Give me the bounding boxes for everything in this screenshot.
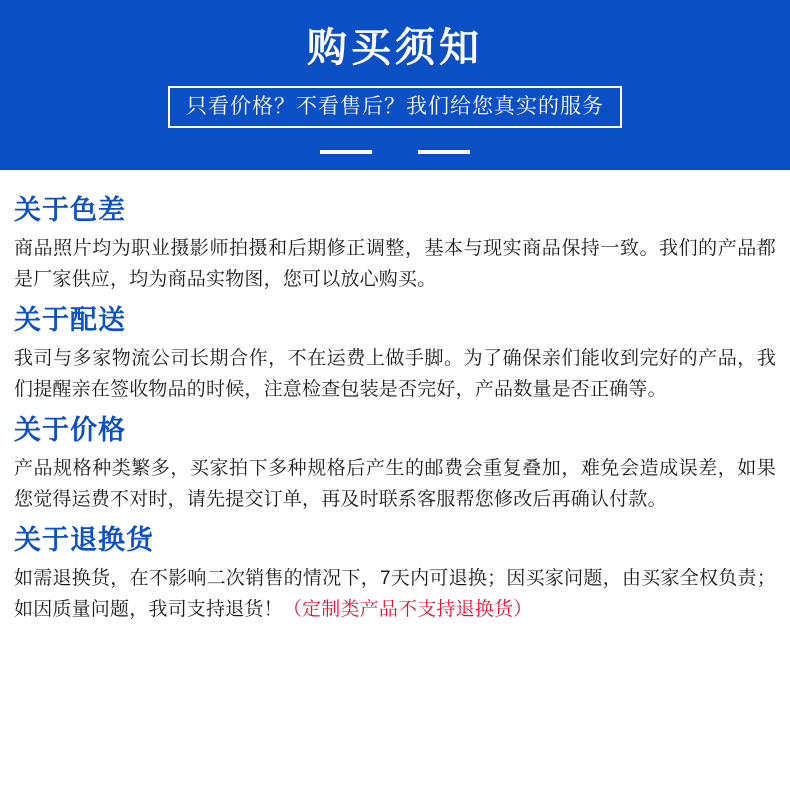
notice-content <box>0 170 790 626</box>
section-body: 产品规格种类繁多，买家拍下多种规格后产生的邮费会重复叠加，难免会造成误差，如果您觉得运费不对时，请先提交订单，再及时联系客服帮您修改后再确认付款。 <box>14 458 776 510</box>
section-title: 关于色差 <box>14 195 126 225</box>
banner-subtitle: 只看价格？不看售后？我们给您真实的服务 <box>168 86 622 128</box>
section-price <box>14 414 776 516</box>
banner-divider <box>320 150 470 154</box>
section-body: 商品照片均为职业摄影师拍摄和后期修正调整，基本与现实商品保持一致。我们的产品都是厂家供应，均为商品实物图，您可以放心购买。 <box>14 238 776 291</box>
page-title: 购买须知 <box>307 26 483 70</box>
section-title: 关于价格 <box>14 414 126 445</box>
section-body: 我司与多家物流公司长期合作，不在运费上做手脚。为了确保亲们能收到完好的产品，我们提醒亲在签收物品的时候，注意检查包装是否完好，产品数量是否正确等。 <box>14 348 776 401</box>
section-title: 关于配送 <box>14 304 126 335</box>
header-banner <box>0 0 790 170</box>
section-delivery <box>14 304 776 406</box>
section-color-difference <box>14 194 776 296</box>
section-body-highlight: （定制类产品不支持退换货） <box>282 598 533 620</box>
section-title: 关于退换货 <box>14 524 154 555</box>
section-returns-exchanges <box>14 524 776 626</box>
section-body <box>14 564 776 626</box>
section-body-text: 如需退换货，在不影响二次销售的情况下，7天内可退换；因买家问题，由买家全权负责；如因质量问题，我司支持退货！ <box>14 568 776 620</box>
